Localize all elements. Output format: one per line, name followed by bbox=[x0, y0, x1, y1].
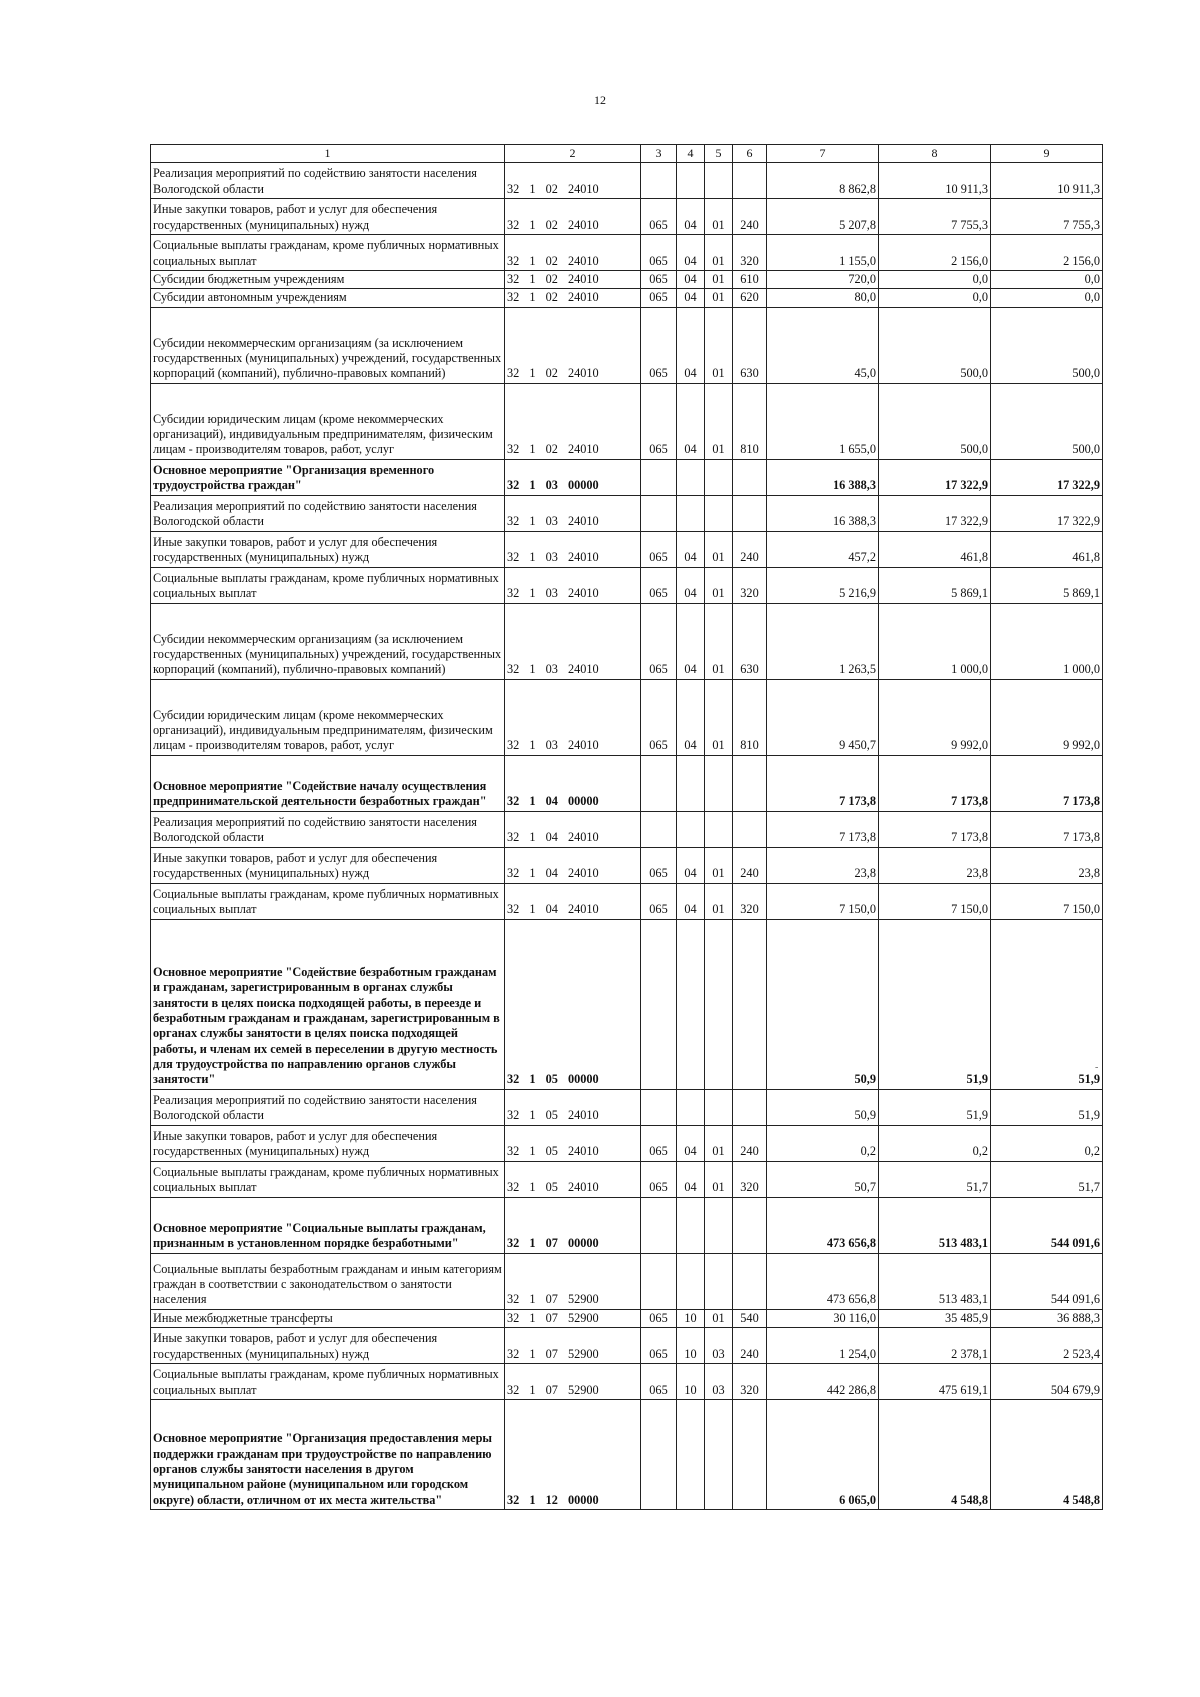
cell-c5: 01 bbox=[705, 307, 733, 383]
cell-name: Иные закупки товаров, работ и услуг для обеспечения государственных (муниципальных) нужд bbox=[151, 847, 505, 883]
cell-c3: 065 bbox=[641, 307, 677, 383]
cell-c4 bbox=[677, 163, 705, 199]
cell-v9: 23,8 bbox=[991, 847, 1103, 883]
cell-c5: 01 bbox=[705, 847, 733, 883]
cell-v7: 80,0 bbox=[767, 289, 879, 307]
cell-code: 32 1 03 24010 bbox=[505, 531, 641, 567]
cell-c5: 01 bbox=[705, 883, 733, 919]
cell-v7: 50,9 bbox=[767, 1089, 879, 1125]
cell-code: 32 1 05 00000 bbox=[505, 919, 641, 1089]
cell-v7: 30 116,0 bbox=[767, 1309, 879, 1327]
cell-c4 bbox=[677, 1400, 705, 1510]
cell-v8: 513 483,1 bbox=[879, 1197, 991, 1253]
cell-v7: 1 254,0 bbox=[767, 1328, 879, 1364]
cell-v8: 7 150,0 bbox=[879, 883, 991, 919]
table-row-main-activity bbox=[151, 1400, 1103, 1510]
cell-name: Социальные выплаты гражданам, кроме публичных нормативных социальных выплат bbox=[151, 567, 505, 603]
cell-c4: 10 bbox=[677, 1328, 705, 1364]
cell-c4: 04 bbox=[677, 1125, 705, 1161]
cell-v8: 475 619,1 bbox=[879, 1364, 991, 1400]
cell-v9: 544 091,6 bbox=[991, 1253, 1103, 1309]
cell-v8: 2 156,0 bbox=[879, 235, 991, 271]
cell-v8: 51,9 bbox=[879, 1089, 991, 1125]
cell-v8: 10 911,3 bbox=[879, 163, 991, 199]
cell-c6: 320 bbox=[733, 1161, 767, 1197]
cell-code: 32 1 02 24010 bbox=[505, 235, 641, 271]
cell-c6 bbox=[733, 1253, 767, 1309]
cell-c4: 04 bbox=[677, 199, 705, 235]
cell-name: Субсидии юридическим лицам (кроме некоммерческих организаций), индивидуальным предпринимателям, физическим лицам - производителям товаров, работ, услуг bbox=[151, 679, 505, 755]
cell-c4: 10 bbox=[677, 1309, 705, 1327]
header-row bbox=[151, 145, 1103, 163]
cell-name: Реализация мероприятий по содействию занятости населения Вологодской области bbox=[151, 495, 505, 531]
cell-name: Социальные выплаты гражданам, кроме публичных нормативных социальных выплат bbox=[151, 883, 505, 919]
cell-c3: 065 bbox=[641, 1125, 677, 1161]
cell-c6 bbox=[733, 755, 767, 811]
cell-c3: 065 bbox=[641, 1328, 677, 1364]
table-row bbox=[151, 289, 1103, 307]
cell-c3: 065 bbox=[641, 603, 677, 679]
cell-v8: 51,9 bbox=[879, 919, 991, 1089]
cell-v8: 461,8 bbox=[879, 531, 991, 567]
cell-v8: 0,2 bbox=[879, 1125, 991, 1161]
cell-v7: 473 656,8 bbox=[767, 1197, 879, 1253]
cell-c4: 04 bbox=[677, 383, 705, 459]
cell-v7: 16 388,3 bbox=[767, 459, 879, 495]
cell-v9: 10 911,3 bbox=[991, 163, 1103, 199]
table-row bbox=[151, 163, 1103, 199]
cell-v8: 7 173,8 bbox=[879, 755, 991, 811]
cell-v9: 2 156,0 bbox=[991, 235, 1103, 271]
cell-c5 bbox=[705, 1253, 733, 1309]
cell-c3 bbox=[641, 163, 677, 199]
cell-c6 bbox=[733, 1197, 767, 1253]
cell-v9: 0,2 bbox=[991, 1125, 1103, 1161]
cell-code: 32 1 02 24010 bbox=[505, 271, 641, 289]
cell-v8: 0,0 bbox=[879, 289, 991, 307]
cell-c3 bbox=[641, 1400, 677, 1510]
cell-code: 32 1 02 24010 bbox=[505, 289, 641, 307]
cell-c3: 065 bbox=[641, 199, 677, 235]
cell-v7: 442 286,8 bbox=[767, 1364, 879, 1400]
cell-v8: 4 548,8 bbox=[879, 1400, 991, 1510]
column-header: 7 bbox=[767, 145, 879, 163]
cell-c4: 04 bbox=[677, 531, 705, 567]
cell-c6: 320 bbox=[733, 883, 767, 919]
cell-c5: 01 bbox=[705, 679, 733, 755]
cell-code: 32 1 03 24010 bbox=[505, 679, 641, 755]
cell-code: 32 1 02 24010 bbox=[505, 307, 641, 383]
cell-code: 32 1 07 00000 bbox=[505, 1197, 641, 1253]
cell-code: 32 1 02 24010 bbox=[505, 163, 641, 199]
cell-v7: 5 207,8 bbox=[767, 199, 879, 235]
cell-c5 bbox=[705, 755, 733, 811]
cell-code: 32 1 02 24010 bbox=[505, 199, 641, 235]
cell-v9: 36 888,3 bbox=[991, 1309, 1103, 1327]
cell-c4: 04 bbox=[677, 603, 705, 679]
cell-c6: 610 bbox=[733, 271, 767, 289]
cell-v9: 51,9 bbox=[991, 919, 1103, 1089]
cell-c3 bbox=[641, 755, 677, 811]
cell-v9: 0,0 bbox=[991, 271, 1103, 289]
cell-c5 bbox=[705, 495, 733, 531]
table-row bbox=[151, 1161, 1103, 1197]
cell-c3 bbox=[641, 811, 677, 847]
cell-c5 bbox=[705, 1089, 733, 1125]
cell-c5 bbox=[705, 459, 733, 495]
cell-c3: 065 bbox=[641, 383, 677, 459]
cell-c4: 04 bbox=[677, 883, 705, 919]
cell-name: Основное мероприятие "Организация предоставления меры поддержки гражданам при трудоустройстве по направлению органов службы занятости населения в другом муниципальном районе (муниципальном или городском округе) области, отличном от их места жительства" bbox=[151, 1400, 505, 1510]
cell-c3: 065 bbox=[641, 1364, 677, 1400]
cell-v7: 1 155,0 bbox=[767, 235, 879, 271]
cell-v8: 17 322,9 bbox=[879, 459, 991, 495]
cell-v7: 1 655,0 bbox=[767, 383, 879, 459]
cell-c3: 065 bbox=[641, 679, 677, 755]
cell-c4: 04 bbox=[677, 1161, 705, 1197]
cell-c5: 01 bbox=[705, 199, 733, 235]
table-row bbox=[151, 567, 1103, 603]
cell-name: Иные закупки товаров, работ и услуг для обеспечения государственных (муниципальных) нужд bbox=[151, 199, 505, 235]
cell-v8: 17 322,9 bbox=[879, 495, 991, 531]
cell-name: Иные межбюджетные трансферты bbox=[151, 1309, 505, 1327]
cell-c6 bbox=[733, 811, 767, 847]
cell-c4 bbox=[677, 811, 705, 847]
cell-c4 bbox=[677, 459, 705, 495]
cell-v9: 0,0 bbox=[991, 289, 1103, 307]
cell-v8: 9 992,0 bbox=[879, 679, 991, 755]
cell-c3: 065 bbox=[641, 1309, 677, 1327]
cell-c6: 320 bbox=[733, 235, 767, 271]
cell-v8: 513 483,1 bbox=[879, 1253, 991, 1309]
cell-name: Основное мероприятие "Социальные выплаты гражданам, признанным в установленном порядке безработными" bbox=[151, 1197, 505, 1253]
cell-c5: 01 bbox=[705, 383, 733, 459]
table-row bbox=[151, 883, 1103, 919]
cell-c4: 04 bbox=[677, 289, 705, 307]
table-row-main-activity bbox=[151, 755, 1103, 811]
cell-name: Субсидии автономным учреждениям bbox=[151, 289, 505, 307]
cell-v8: 0,0 bbox=[879, 271, 991, 289]
table-row bbox=[151, 811, 1103, 847]
cell-c3: 065 bbox=[641, 883, 677, 919]
cell-v7: 0,2 bbox=[767, 1125, 879, 1161]
cell-code: 32 1 07 52900 bbox=[505, 1328, 641, 1364]
column-header: 5 bbox=[705, 145, 733, 163]
cell-c3 bbox=[641, 1197, 677, 1253]
table-row bbox=[151, 1125, 1103, 1161]
cell-code: 32 1 04 00000 bbox=[505, 755, 641, 811]
cell-v8: 500,0 bbox=[879, 383, 991, 459]
cell-c3 bbox=[641, 1089, 677, 1125]
cell-c6 bbox=[733, 495, 767, 531]
column-header: 9 bbox=[991, 145, 1103, 163]
cell-c5: 03 bbox=[705, 1364, 733, 1400]
cell-c5 bbox=[705, 919, 733, 1089]
cell-c6 bbox=[733, 1400, 767, 1510]
cell-c5: 01 bbox=[705, 1161, 733, 1197]
cell-name: Реализация мероприятий по содействию занятости населения Вологодской области bbox=[151, 811, 505, 847]
margin-mark: - bbox=[1095, 1062, 1099, 1073]
cell-c4: 10 bbox=[677, 1364, 705, 1400]
cell-code: 32 1 05 24010 bbox=[505, 1089, 641, 1125]
cell-c4: 04 bbox=[677, 567, 705, 603]
cell-code: 32 1 02 24010 bbox=[505, 383, 641, 459]
column-header: 6 bbox=[733, 145, 767, 163]
cell-name: Иные закупки товаров, работ и услуг для обеспечения государственных (муниципальных) нужд bbox=[151, 531, 505, 567]
cell-v9: 51,9 bbox=[991, 1089, 1103, 1125]
column-header: 1 bbox=[151, 145, 505, 163]
cell-c3: 065 bbox=[641, 289, 677, 307]
cell-v8: 500,0 bbox=[879, 307, 991, 383]
cell-c6: 240 bbox=[733, 1328, 767, 1364]
cell-c5 bbox=[705, 1197, 733, 1253]
cell-v9: 500,0 bbox=[991, 307, 1103, 383]
cell-c6: 240 bbox=[733, 1125, 767, 1161]
cell-c3 bbox=[641, 459, 677, 495]
cell-v9: 9 992,0 bbox=[991, 679, 1103, 755]
cell-name: Субсидии бюджетным учреждениям bbox=[151, 271, 505, 289]
table-row bbox=[151, 679, 1103, 755]
cell-name: Социальные выплаты гражданам, кроме публичных нормативных социальных выплат bbox=[151, 1364, 505, 1400]
table-row bbox=[151, 1328, 1103, 1364]
cell-v7: 16 388,3 bbox=[767, 495, 879, 531]
cell-name: Иные закупки товаров, работ и услуг для обеспечения государственных (муниципальных) нужд bbox=[151, 1328, 505, 1364]
cell-c3: 065 bbox=[641, 847, 677, 883]
page-number: 12 bbox=[594, 93, 606, 107]
cell-code: 32 1 07 52900 bbox=[505, 1309, 641, 1327]
cell-c6: 320 bbox=[733, 1364, 767, 1400]
table-row bbox=[151, 531, 1103, 567]
cell-v7: 720,0 bbox=[767, 271, 879, 289]
cell-name: Основное мероприятие "Содействие началу осуществления предпринимательской деятельности безработных граждан" bbox=[151, 755, 505, 811]
cell-c6: 810 bbox=[733, 383, 767, 459]
cell-c5: 01 bbox=[705, 567, 733, 603]
cell-v7: 7 150,0 bbox=[767, 883, 879, 919]
table-row bbox=[151, 847, 1103, 883]
cell-code: 32 1 05 24010 bbox=[505, 1125, 641, 1161]
cell-name: Реализация мероприятий по содействию занятости населения Вологодской области bbox=[151, 1089, 505, 1125]
cell-v9: 1 000,0 bbox=[991, 603, 1103, 679]
cell-c6 bbox=[733, 1089, 767, 1125]
cell-code: 32 1 04 24010 bbox=[505, 847, 641, 883]
table-row bbox=[151, 199, 1103, 235]
column-header: 8 bbox=[879, 145, 991, 163]
cell-v9: 544 091,6 bbox=[991, 1197, 1103, 1253]
table-row bbox=[151, 271, 1103, 289]
cell-name: Субсидии некоммерческим организациям (за исключением государственных (муниципальных) учреждений, государственных корпораций (компаний), публично-правовых компаний) bbox=[151, 603, 505, 679]
cell-name: Социальные выплаты безработным гражданам и иным категориям граждан в соответствии с законодательством о занятости населения bbox=[151, 1253, 505, 1309]
cell-v7: 9 450,7 bbox=[767, 679, 879, 755]
cell-name: Субсидии юридическим лицам (кроме некоммерческих организаций), индивидуальным предпринимателям, физическим лицам - производителям товаров, работ, услуг bbox=[151, 383, 505, 459]
cell-code: 32 1 12 00000 bbox=[505, 1400, 641, 1510]
cell-code: 32 1 04 24010 bbox=[505, 811, 641, 847]
cell-code: 32 1 07 52900 bbox=[505, 1253, 641, 1309]
cell-c5: 01 bbox=[705, 1309, 733, 1327]
cell-v9: 461,8 bbox=[991, 531, 1103, 567]
cell-c6: 240 bbox=[733, 199, 767, 235]
cell-code: 32 1 04 24010 bbox=[505, 883, 641, 919]
cell-code: 32 1 03 24010 bbox=[505, 495, 641, 531]
cell-v9: 5 869,1 bbox=[991, 567, 1103, 603]
cell-v8: 35 485,9 bbox=[879, 1309, 991, 1327]
cell-c4 bbox=[677, 1197, 705, 1253]
cell-c4: 04 bbox=[677, 679, 705, 755]
cell-code: 32 1 03 24010 bbox=[505, 603, 641, 679]
cell-c5: 01 bbox=[705, 235, 733, 271]
table-row-main-activity bbox=[151, 1197, 1103, 1253]
cell-name: Основное мероприятие "Организация временного трудоустройства граждан" bbox=[151, 459, 505, 495]
cell-v7: 6 065,0 bbox=[767, 1400, 879, 1510]
cell-c4 bbox=[677, 755, 705, 811]
cell-c6: 630 bbox=[733, 307, 767, 383]
table-row bbox=[151, 383, 1103, 459]
cell-v7: 1 263,5 bbox=[767, 603, 879, 679]
cell-c6: 320 bbox=[733, 567, 767, 603]
cell-c5: 01 bbox=[705, 289, 733, 307]
cell-name: Социальные выплаты гражданам, кроме публичных нормативных социальных выплат bbox=[151, 1161, 505, 1197]
cell-code: 32 1 03 24010 bbox=[505, 567, 641, 603]
cell-v9: 17 322,9 bbox=[991, 459, 1103, 495]
cell-v7: 473 656,8 bbox=[767, 1253, 879, 1309]
cell-c5: 01 bbox=[705, 531, 733, 567]
cell-v7: 50,9 bbox=[767, 919, 879, 1089]
column-header: 2 bbox=[505, 145, 641, 163]
cell-c6: 810 bbox=[733, 679, 767, 755]
cell-c5: 01 bbox=[705, 271, 733, 289]
column-header: 3 bbox=[641, 145, 677, 163]
cell-name: Иные закупки товаров, работ и услуг для обеспечения государственных (муниципальных) нужд bbox=[151, 1125, 505, 1161]
table-row bbox=[151, 1253, 1103, 1309]
cell-c3: 065 bbox=[641, 235, 677, 271]
cell-c5: 03 bbox=[705, 1328, 733, 1364]
cell-c4 bbox=[677, 495, 705, 531]
cell-c4: 04 bbox=[677, 307, 705, 383]
cell-v9: 7 173,8 bbox=[991, 755, 1103, 811]
cell-v7: 45,0 bbox=[767, 307, 879, 383]
cell-c6: 240 bbox=[733, 531, 767, 567]
cell-c5: 01 bbox=[705, 603, 733, 679]
cell-c6 bbox=[733, 459, 767, 495]
cell-v9: 51,7 bbox=[991, 1161, 1103, 1197]
cell-v7: 5 216,9 bbox=[767, 567, 879, 603]
cell-c4 bbox=[677, 1089, 705, 1125]
table-row bbox=[151, 307, 1103, 383]
cell-v8: 7 173,8 bbox=[879, 811, 991, 847]
cell-c3: 065 bbox=[641, 567, 677, 603]
table-row-main-activity bbox=[151, 919, 1103, 1089]
cell-v8: 1 000,0 bbox=[879, 603, 991, 679]
cell-c5 bbox=[705, 811, 733, 847]
cell-v7: 457,2 bbox=[767, 531, 879, 567]
cell-c6: 620 bbox=[733, 289, 767, 307]
cell-c4 bbox=[677, 919, 705, 1089]
cell-v7: 8 862,8 bbox=[767, 163, 879, 199]
cell-v7: 7 173,8 bbox=[767, 755, 879, 811]
cell-v8: 2 378,1 bbox=[879, 1328, 991, 1364]
cell-c6: 240 bbox=[733, 847, 767, 883]
cell-c4: 04 bbox=[677, 847, 705, 883]
cell-v9: 500,0 bbox=[991, 383, 1103, 459]
cell-code: 32 1 07 52900 bbox=[505, 1364, 641, 1400]
cell-c4: 04 bbox=[677, 271, 705, 289]
cell-c6 bbox=[733, 163, 767, 199]
cell-v9: 4 548,8 bbox=[991, 1400, 1103, 1510]
cell-c4: 04 bbox=[677, 235, 705, 271]
cell-c3 bbox=[641, 919, 677, 1089]
table-row bbox=[151, 235, 1103, 271]
cell-v7: 50,7 bbox=[767, 1161, 879, 1197]
cell-c6: 540 bbox=[733, 1309, 767, 1327]
cell-v8: 23,8 bbox=[879, 847, 991, 883]
cell-v8: 7 755,3 bbox=[879, 199, 991, 235]
table-row bbox=[151, 1364, 1103, 1400]
cell-name: Основное мероприятие "Содействие безработным гражданам и гражданам, зарегистрированным в органах службы занятости в целях поиска подходящей работы, в переезде и безработным гражданам и гражданам, зарегистрированным в органах службы занятости в целях поиска подходящей работы, и членам их семей в переселении в другую местность для трудоустройства по направлению органов службы занятости" bbox=[151, 919, 505, 1089]
table-row-main-activity bbox=[151, 459, 1103, 495]
column-header: 4 bbox=[677, 145, 705, 163]
budget-table bbox=[150, 144, 1103, 1510]
cell-c6 bbox=[733, 919, 767, 1089]
cell-code: 32 1 05 24010 bbox=[505, 1161, 641, 1197]
cell-v9: 17 322,9 bbox=[991, 495, 1103, 531]
cell-v8: 5 869,1 bbox=[879, 567, 991, 603]
cell-c3 bbox=[641, 1253, 677, 1309]
cell-v9: 7 173,8 bbox=[991, 811, 1103, 847]
cell-name: Субсидии некоммерческим организациям (за исключением государственных (муниципальных) учреждений, государственных корпораций (компаний), публично-правовых компаний) bbox=[151, 307, 505, 383]
table-row bbox=[151, 603, 1103, 679]
cell-name: Реализация мероприятий по содействию занятости населения Вологодской области bbox=[151, 163, 505, 199]
cell-c4 bbox=[677, 1253, 705, 1309]
cell-c3 bbox=[641, 495, 677, 531]
table-row bbox=[151, 495, 1103, 531]
cell-c3: 065 bbox=[641, 1161, 677, 1197]
cell-v9: 7 755,3 bbox=[991, 199, 1103, 235]
cell-c3: 065 bbox=[641, 271, 677, 289]
cell-name: Социальные выплаты гражданам, кроме публичных нормативных социальных выплат bbox=[151, 235, 505, 271]
cell-v8: 51,7 bbox=[879, 1161, 991, 1197]
cell-v9: 504 679,9 bbox=[991, 1364, 1103, 1400]
cell-v9: 2 523,4 bbox=[991, 1328, 1103, 1364]
cell-c5 bbox=[705, 163, 733, 199]
cell-c3: 065 bbox=[641, 531, 677, 567]
table-row bbox=[151, 1089, 1103, 1125]
cell-v9: 7 150,0 bbox=[991, 883, 1103, 919]
cell-c5 bbox=[705, 1400, 733, 1510]
cell-code: 32 1 03 00000 bbox=[505, 459, 641, 495]
cell-v7: 7 173,8 bbox=[767, 811, 879, 847]
cell-c6: 630 bbox=[733, 603, 767, 679]
table-row bbox=[151, 1309, 1103, 1327]
cell-c5: 01 bbox=[705, 1125, 733, 1161]
cell-v7: 23,8 bbox=[767, 847, 879, 883]
